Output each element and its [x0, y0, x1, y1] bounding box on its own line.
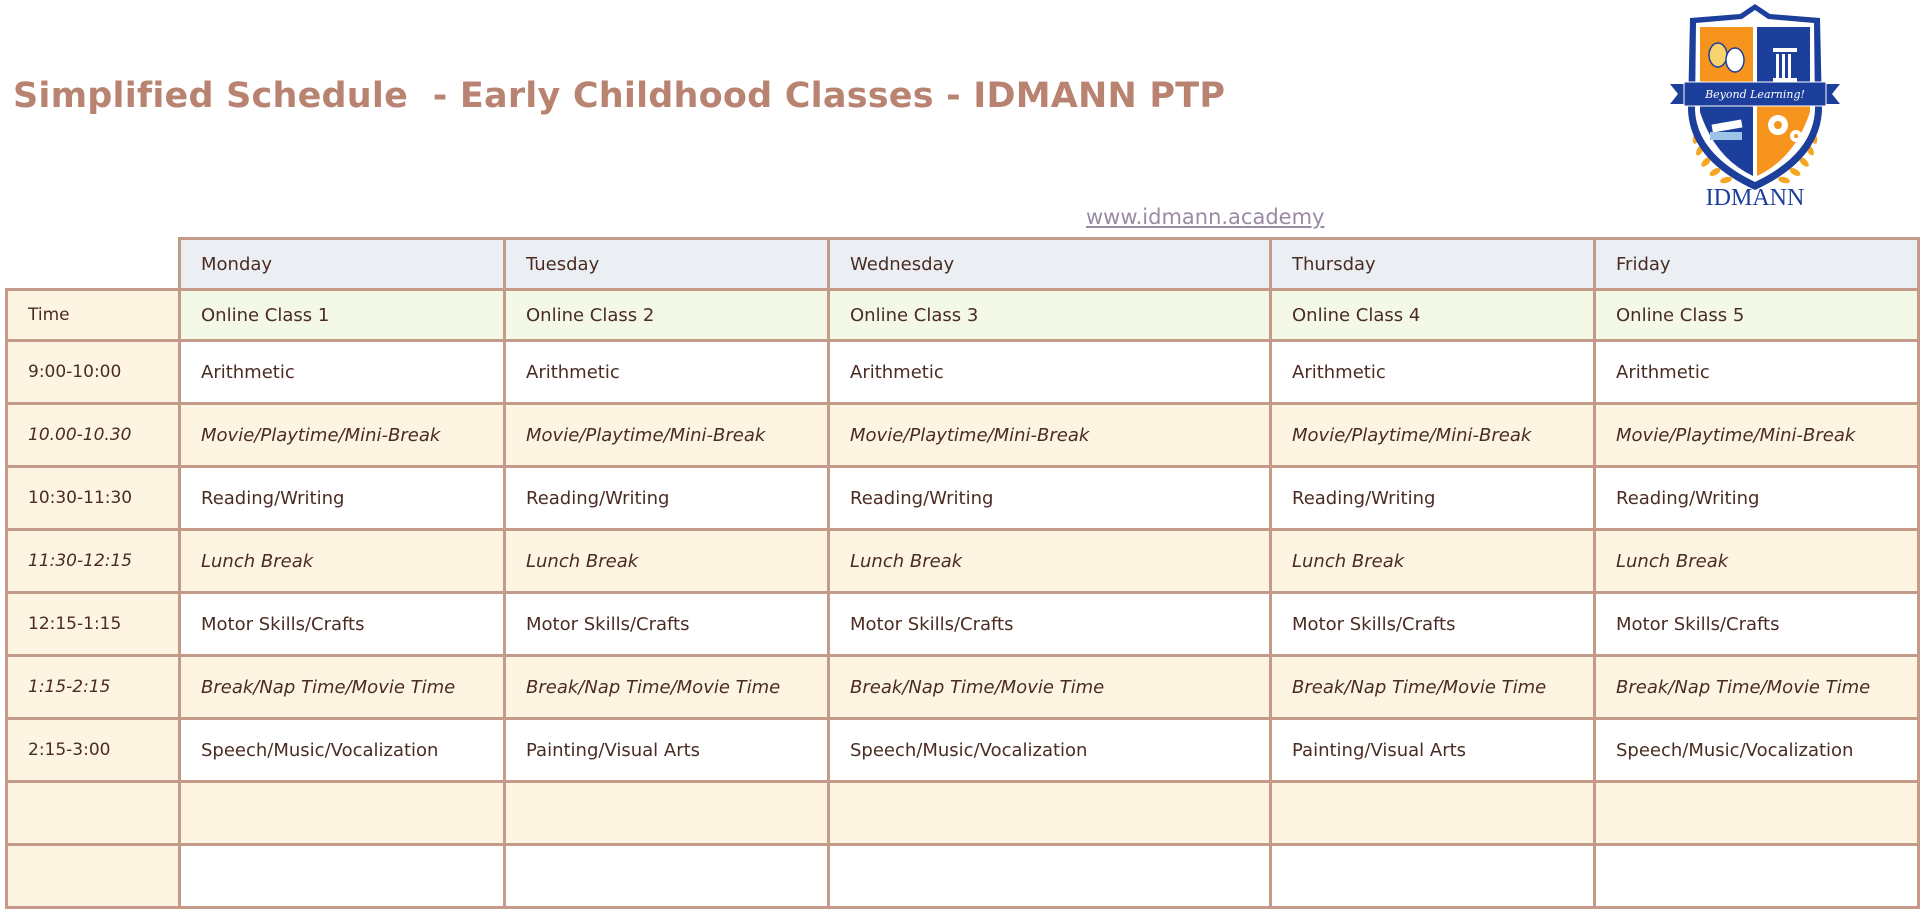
day-header: Monday: [180, 239, 505, 290]
website-link[interactable]: www.idmann.academy: [1086, 205, 1325, 229]
schedule-row: [7, 782, 1919, 845]
schedule-cell: [1595, 782, 1919, 845]
schedule-cell: Painting/Visual Arts: [1271, 719, 1595, 782]
schedule-cell: Break/Nap Time/Movie Time: [505, 656, 829, 719]
time-slot: 12:15-1:15: [7, 593, 180, 656]
time-slot: [7, 782, 180, 845]
schedule-cell: Movie/Playtime/Mini-Break: [180, 404, 505, 467]
schedule-cell: Arithmetic: [1595, 341, 1919, 404]
schedule-row: [7, 656, 1919, 719]
schedule-cell: Speech/Music/Vocalization: [180, 719, 505, 782]
schedule-cell: Movie/Playtime/Mini-Break: [829, 404, 1271, 467]
day-header-row: [7, 239, 1919, 290]
schedule-cell: [505, 845, 829, 908]
schedule-row: [7, 341, 1919, 404]
schedule-cell: [180, 845, 505, 908]
day-header: Friday: [1595, 239, 1919, 290]
schedule-cell: Reading/Writing: [1271, 467, 1595, 530]
schedule-cell: Break/Nap Time/Movie Time: [1271, 656, 1595, 719]
schedule-cell: Break/Nap Time/Movie Time: [1595, 656, 1919, 719]
schedule-cell: Reading/Writing: [829, 467, 1271, 530]
schedule-cell: Lunch Break: [1595, 530, 1919, 593]
schedule-cell: Arithmetic: [829, 341, 1271, 404]
idmann-logo: [1660, 0, 1850, 214]
schedule-cell: Arithmetic: [505, 341, 829, 404]
schedule-cell: Painting/Visual Arts: [505, 719, 829, 782]
class-header: Online Class 2: [505, 290, 829, 341]
time-slot: 2:15-3:00: [7, 719, 180, 782]
schedule-cell: [180, 782, 505, 845]
schedule-cell: [1595, 845, 1919, 908]
logo-name: IDMANN: [1705, 185, 1805, 211]
page-title: Simplified Schedule - Early Childhood Classes - IDMANN PTP: [13, 76, 1226, 116]
schedule-cell: Reading/Writing: [1595, 467, 1919, 530]
schedule-cell: Lunch Break: [180, 530, 505, 593]
schedule-cell: Reading/Writing: [180, 467, 505, 530]
class-header: Online Class 5: [1595, 290, 1919, 341]
time-slot: 11:30-12:15: [7, 530, 180, 593]
schedule-cell: Arithmetic: [180, 341, 505, 404]
day-header: Thursday: [1271, 239, 1595, 290]
schedule-row: [7, 719, 1919, 782]
schedule-cell: Movie/Playtime/Mini-Break: [505, 404, 829, 467]
schedule-cell: Motor Skills/Crafts: [1595, 593, 1919, 656]
day-header: Tuesday: [505, 239, 829, 290]
time-header: Time: [7, 290, 180, 341]
schedule-cell: Motor Skills/Crafts: [505, 593, 829, 656]
schedule-row: [7, 845, 1919, 908]
schedule-table: [5, 237, 1920, 909]
schedule-cell: Motor Skills/Crafts: [180, 593, 505, 656]
class-header: Online Class 1: [180, 290, 505, 341]
class-header: Online Class 3: [829, 290, 1271, 341]
schedule-cell: Motor Skills/Crafts: [1271, 593, 1595, 656]
schedule-cell: Reading/Writing: [505, 467, 829, 530]
day-header: Wednesday: [829, 239, 1271, 290]
schedule-cell: Motor Skills/Crafts: [829, 593, 1271, 656]
schedule-cell: Speech/Music/Vocalization: [829, 719, 1271, 782]
schedule-cell: [1271, 845, 1595, 908]
schedule-cell: Lunch Break: [829, 530, 1271, 593]
schedule-cell: Arithmetic: [1271, 341, 1595, 404]
time-slot: 10.00-10.30: [7, 404, 180, 467]
schedule-cell: Movie/Playtime/Mini-Break: [1595, 404, 1919, 467]
schedule-cell: Break/Nap Time/Movie Time: [180, 656, 505, 719]
schedule-row: [7, 467, 1919, 530]
schedule-cell: [1271, 782, 1595, 845]
class-header-row: [7, 290, 1919, 341]
schedule-row: [7, 530, 1919, 593]
corner-cell: [7, 239, 180, 290]
schedule-cell: [829, 782, 1271, 845]
logo-motto: Beyond Learning!: [1705, 88, 1805, 101]
schedule-cell: Break/Nap Time/Movie Time: [829, 656, 1271, 719]
schedule-cell: Speech/Music/Vocalization: [1595, 719, 1919, 782]
time-slot: [7, 845, 180, 908]
schedule-cell: Lunch Break: [1271, 530, 1595, 593]
time-slot: 9:00-10:00: [7, 341, 180, 404]
schedule-cell: [505, 782, 829, 845]
schedule-row: [7, 593, 1919, 656]
schedule-row: [7, 404, 1919, 467]
class-header: Online Class 4: [1271, 290, 1595, 341]
schedule-cell: [829, 845, 1271, 908]
schedule-cell: Movie/Playtime/Mini-Break: [1271, 404, 1595, 467]
time-slot: 10:30-11:30: [7, 467, 180, 530]
time-slot: 1:15-2:15: [7, 656, 180, 719]
schedule-cell: Lunch Break: [505, 530, 829, 593]
